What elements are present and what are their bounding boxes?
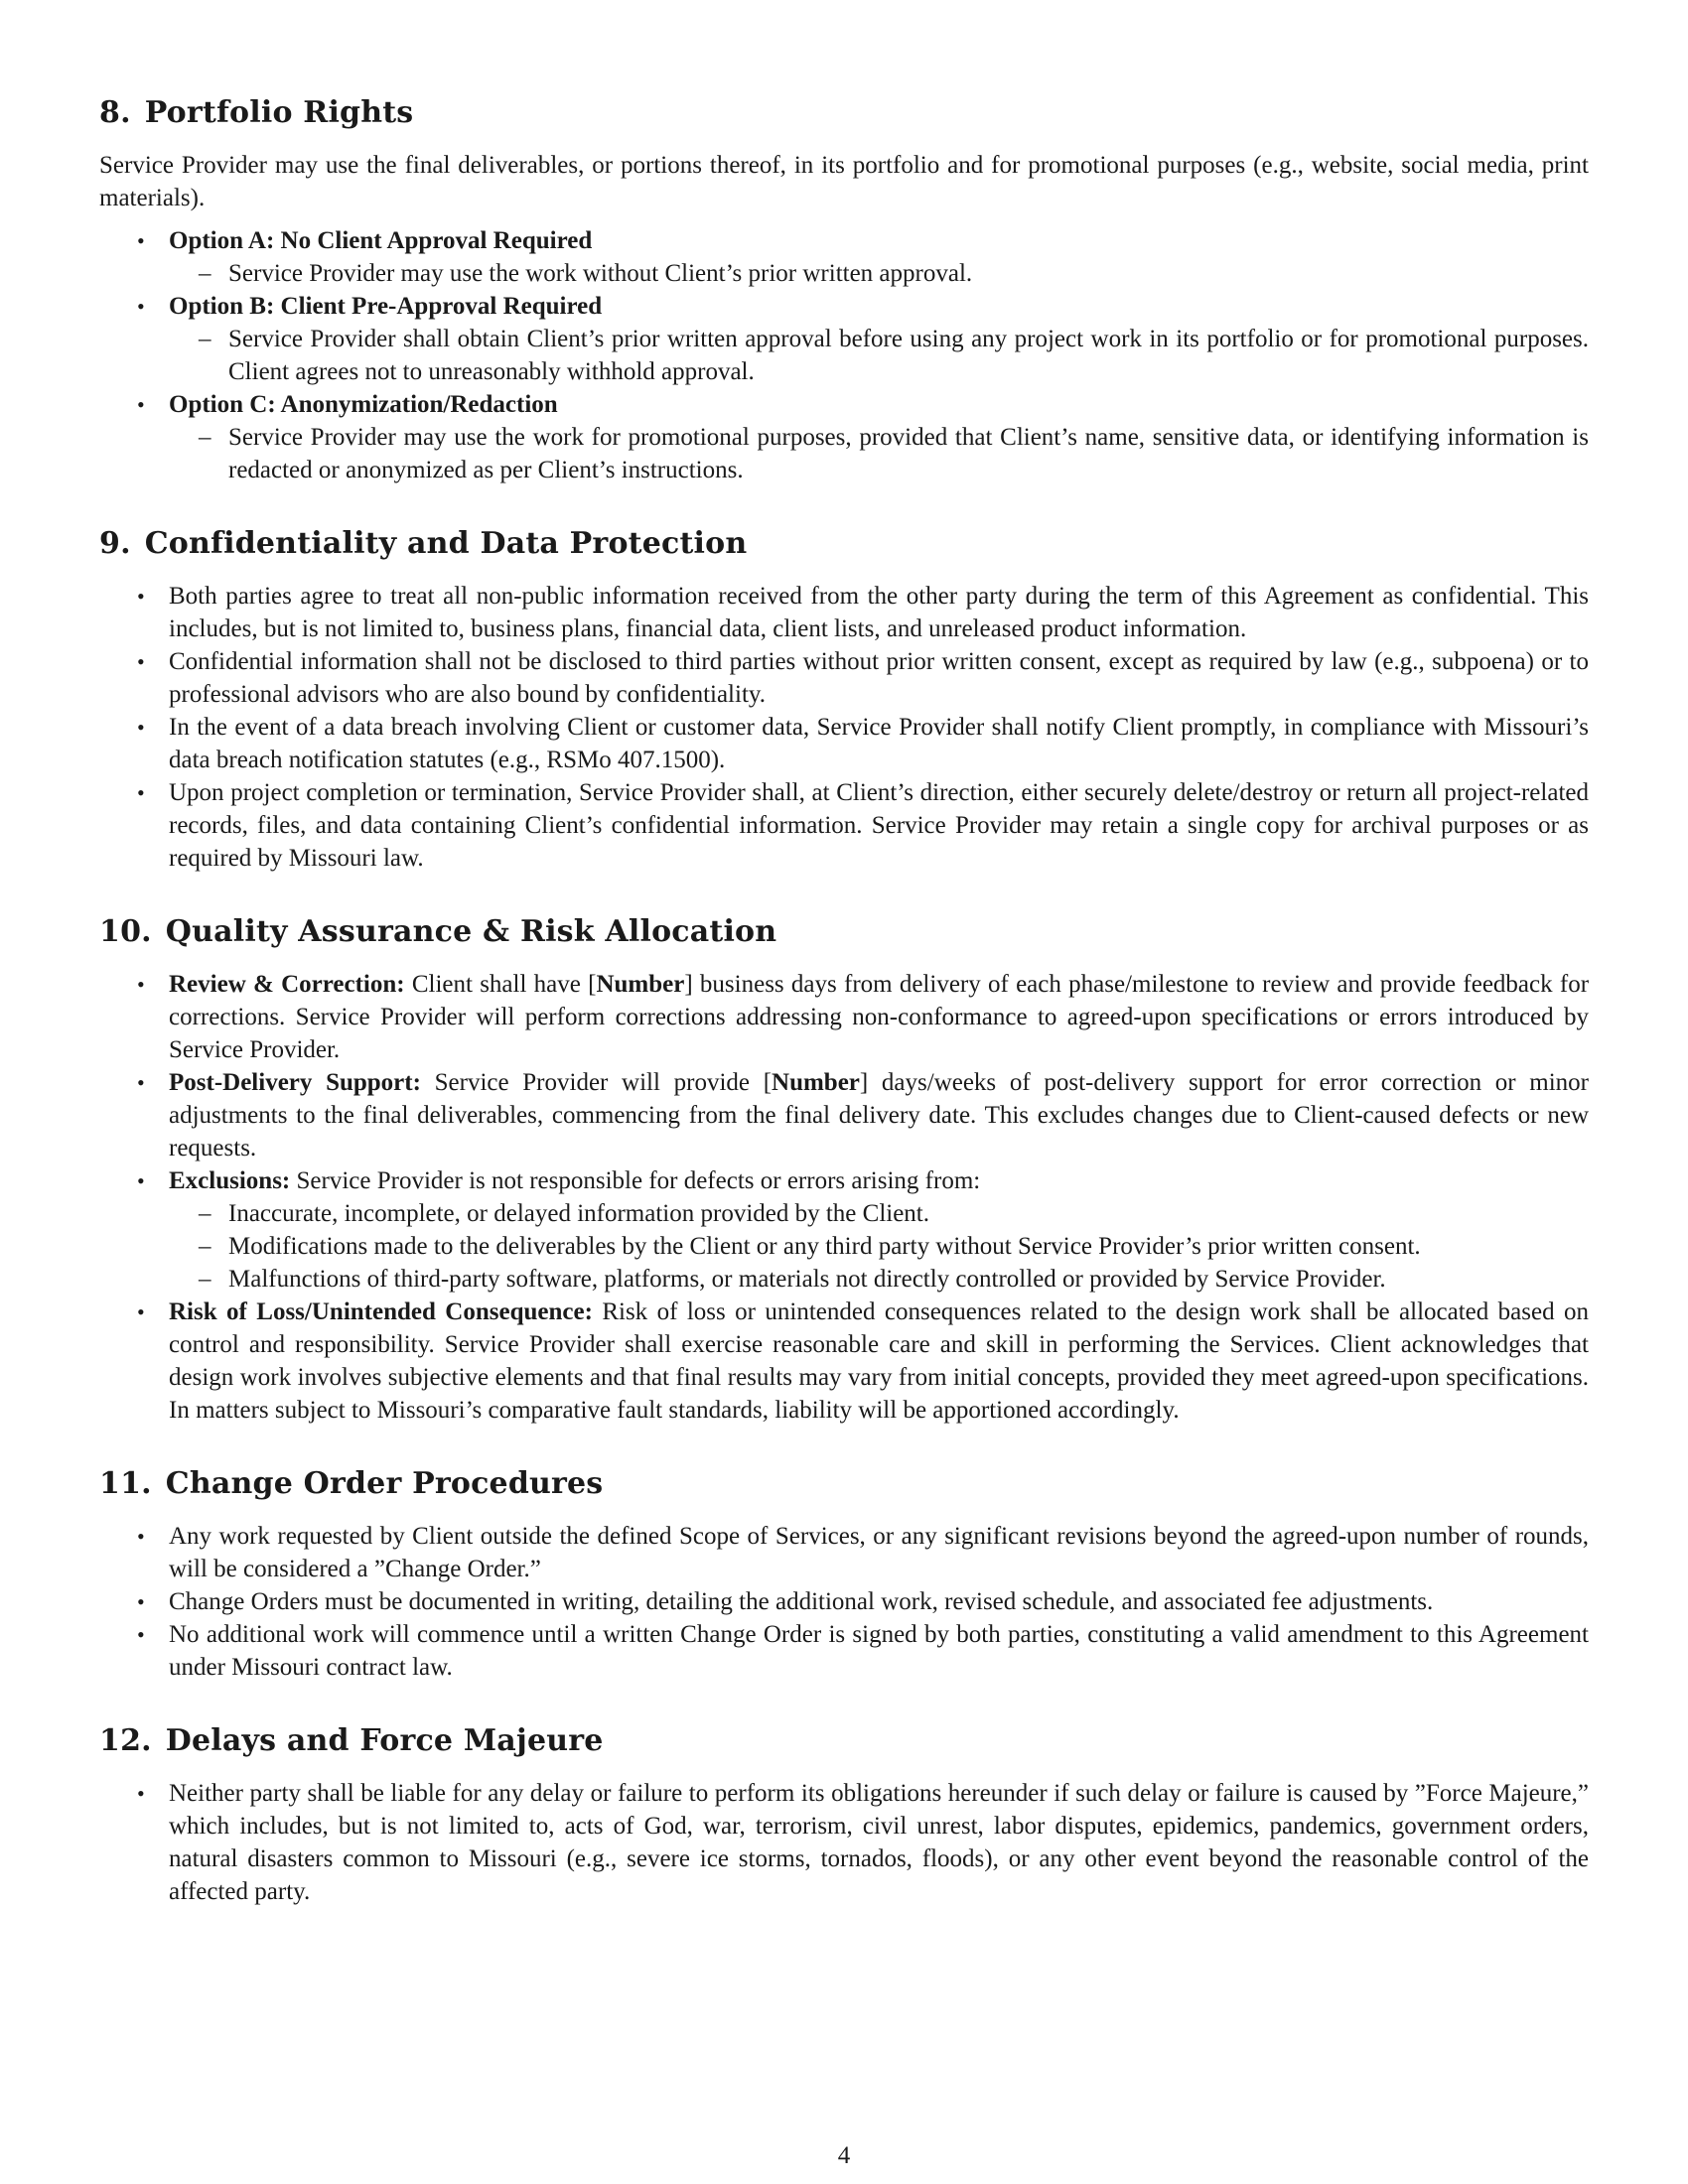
- list-item: • Upon project completion or termination, Service Provider shall, at Client’s direction, either securely delete/destroy or return all project-related records, files, and data containing Client’s confidential information. Service Provider may retain a single copy for archival purposes or as required by Missouri law.: [99, 776, 1589, 875]
- list-item: [99, 1066, 1589, 1164]
- list-item: • Both parties agree to treat all non-public information received from the other party during the term of this Agreement as confidential. This includes, but is not limited to, business plans, financial data, client lists, and unreleased product information.: [99, 580, 1589, 645]
- placeholder-number: Number: [772, 1069, 860, 1096]
- bullet-list: [99, 580, 1589, 875]
- list-item: [99, 968, 1589, 1066]
- item-text: Risk of loss or unintended consequences related to the design work shall be allocated based on control and responsibility. Service Provider shall exercise reasonable care and skill in performing the Services. Client acknowledges that design work involves subjective elements and that final results may vary from initial concepts, provided they meet agreed-upon specifications. In matters subject to Missouri’s comparative fault standards, liability will be apportioned accordingly.: [169, 1298, 1590, 1424]
- document-page: [99, 95, 1589, 1948]
- section-number: 8.: [99, 95, 131, 130]
- item-label: Review & Correction:: [169, 971, 405, 998]
- sub-list-item: – Service Provider shall obtain Client’s prior written approval before using any project work in its portfolio or for promotional purposes. Client agrees not to unreasonably withhold approval.: [169, 323, 1589, 388]
- list-item: [99, 1296, 1589, 1427]
- bullet-list: [99, 1777, 1589, 1908]
- section-title: Change Order Procedures: [165, 1466, 604, 1501]
- section-heading: [99, 526, 1589, 562]
- sub-list: [169, 323, 1589, 388]
- section-title: Confidentiality and Data Protection: [144, 526, 748, 561]
- list-item: [99, 290, 1589, 388]
- list-item: • No additional work will commence until a written Change Order is signed by both parties, constituting a valid amendment to this Agreement under Missouri contract law.: [99, 1618, 1589, 1684]
- section-portfolio-rights: [99, 95, 1589, 486]
- bullet-list: [99, 1520, 1589, 1684]
- list-item: [99, 1164, 1589, 1296]
- section-title: Portfolio Rights: [144, 95, 414, 130]
- list-item: • Change Orders must be documented in writing, detailing the additional work, revised schedule, and associated fee adjustments.: [99, 1585, 1589, 1618]
- section-title: Quality Assurance & Risk Allocation: [165, 914, 777, 949]
- section-quality-assurance: [99, 914, 1589, 1427]
- sub-list-item: – Service Provider may use the work without Client’s prior written approval.: [169, 257, 1589, 290]
- item-text: Service Provider is not responsible for defects or errors arising from:: [290, 1167, 981, 1194]
- item-text: Client shall have [: [404, 971, 597, 998]
- options-list: [99, 224, 1589, 486]
- item-label: Exclusions:: [169, 1167, 291, 1194]
- item-label: Post-Delivery Support:: [169, 1069, 421, 1096]
- section-heading: [99, 95, 1589, 131]
- list-item: [99, 388, 1589, 486]
- item-text: Service Provider will provide [: [420, 1069, 773, 1096]
- section-number: 10.: [99, 914, 152, 949]
- section-confidentiality: [99, 526, 1589, 875]
- sub-list-item: – Service Provider may use the work for promotional purposes, provided that Client’s name, sensitive data, or identifying information is redacted or anonymized as per Client’s instructions.: [169, 421, 1589, 486]
- list-item: [99, 224, 1589, 290]
- bullet-list: [99, 968, 1589, 1427]
- item-label: Risk of Loss/Unintended Consequence:: [169, 1298, 593, 1325]
- sub-list: [169, 257, 1589, 290]
- section-number: 11.: [99, 1466, 152, 1501]
- section-number: 12.: [99, 1723, 152, 1758]
- list-item: • In the event of a data breach involving Client or customer data, Service Provider shall notify Client promptly, in compliance with Missouri’s data breach notification statutes (e.g., RSMo 407.1500).: [99, 711, 1589, 776]
- section-number: 9.: [99, 526, 131, 561]
- list-item: • Any work requested by Client outside the defined Scope of Services, or any significant revisions beyond the agreed-upon number of rounds, will be considered a ”Change Order.”: [99, 1520, 1589, 1585]
- placeholder-number: Number: [596, 971, 685, 998]
- option-label: Option A: No Client Approval Required: [169, 227, 593, 254]
- section-change-order: [99, 1466, 1589, 1684]
- section-intro: Service Provider may use the final deliverables, or portions thereof, in its portfolio and for promotional purposes (e.g., website, social media, print materials).: [99, 152, 1589, 211]
- page-number: 4: [837, 2142, 851, 2169]
- item-text: ] days/weeks of post-delivery support for error correction or minor adjustments to the final deliverables, commencing from the final delivery date. This excludes changes due to Client-caused defects or new requests.: [169, 1069, 1589, 1161]
- option-label: Option C: Anonymization/Redaction: [169, 391, 558, 418]
- list-item: • Neither party shall be liable for any delay or failure to perform its obligations hereunder if such delay or failure is caused by ”Force Majeure,” which includes, but is not limited to, acts of God, war, terrorism, civil unrest, labor disputes, epidemics, pandemics, government orders, natural disasters common to Missouri (e.g., severe ice storms, tornados, floods), or any other event beyond the reasonable control of the affected party.: [99, 1777, 1589, 1908]
- sub-list-item: – Modifications made to the deliverables by the Client or any third party without Service Provider’s prior written consent.: [169, 1230, 1589, 1263]
- sub-list: [169, 1197, 1589, 1296]
- section-force-majeure: [99, 1723, 1589, 1908]
- sub-list-item: – Malfunctions of third-party software, platforms, or materials not directly controlled or provided by Service Provider.: [169, 1263, 1589, 1296]
- section-title: Delays and Force Majeure: [165, 1723, 604, 1758]
- sub-list: [169, 421, 1589, 486]
- item-text: ] business days from delivery of each phase/milestone to review and provide feedback for corrections. Service Provider will perform corrections addressing non-conformance to agreed-upon specifications or errors introduced by Service Provider.: [169, 971, 1590, 1063]
- list-item: • Confidential information shall not be disclosed to third parties without prior written consent, except as required by law (e.g., subpoena) or to professional advisors who are also bound by confidentiality.: [99, 645, 1589, 711]
- sub-list-item: – Inaccurate, incomplete, or delayed information provided by the Client.: [169, 1197, 1589, 1230]
- section-heading: [99, 914, 1589, 950]
- section-heading: [99, 1723, 1589, 1759]
- section-heading: [99, 1466, 1589, 1502]
- option-label: Option B: Client Pre-Approval Required: [169, 293, 603, 320]
